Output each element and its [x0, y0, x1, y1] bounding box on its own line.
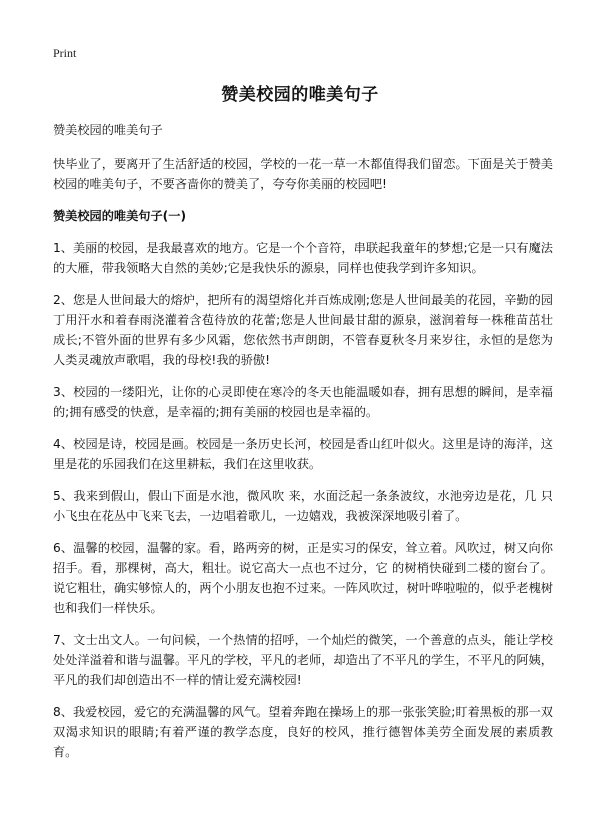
paragraph-1: 1、美丽的校园，是我最喜欢的地方。它是一个个音符，串联起我童年的梦想;它是一只有魔法的大雁，带我领略大自然的美妙;它是我快乐的源泉，同样也使我学到许多知识。 [53, 241, 553, 275]
page-title: 赞美校园的唯美句子 [221, 85, 379, 105]
paragraph-5: 5、我来到假山，假山下面是水池，微风吹 来，水面泛起一条条波纹，水池旁边是花，几 只小飞虫在花丛中飞来飞去，一边唱着歌儿，一边嬉戏，我被深深地吸引着了。 [53, 489, 553, 523]
paragraph-4: 4、校园是诗，校园是画。校园是一条历史长河，校园是香山红叶似火。这里是诗的海洋，这里是花的乐园我们在这里耕耘，我们在这里收获。 [53, 437, 553, 471]
document-body [53, 120, 553, 774]
document-subtitle: 赞美校园的唯美句子 [53, 123, 163, 137]
section-heading: 赞美校园的唯美句子(一) [53, 209, 187, 223]
paragraph-2: 2、您是人世间最大的熔炉，把所有的渴望熔化并百炼成刚;您是人世间最美的花园，辛勤的园丁用汗水和着春雨浇灌着含苞待放的花蕾;您是人世间最甘甜的源泉，滋润着每一株稚苗茁壮成长;不管外面的世界有多少风霜，您依然书声朗朗，不管春夏秋冬月来岁往，永恒的是您为人类灵魂放声歌唱，我的母校!我的骄傲! [53, 293, 553, 367]
intro-paragraph: 快毕业了，要离开了生活舒适的校园，学校的一花一草一木都值得我们留恋。下面是关于赞美校园的唯美句子，不要吝啬你的赞美了，夸夸你美丽的校园吧! [53, 157, 553, 191]
paragraph-8: 8、我爱校园，爱它的充满温馨的风气。望着奔跑在操场上的那一张张笑脸;盯着黑板的那一双双渴求知识的眼睛;有着严谨的教学态度，良好的校风，推行德智体美劳全面发展的素质教育。 [53, 705, 553, 759]
paragraph-3: 3、校园的一缕阳光，让你的心灵即使在寒冷的冬天也能温暖如春，拥有思想的瞬间，是幸福的;拥有感受的快意，是幸福的;拥有美丽的校园也是幸福的。 [53, 385, 553, 419]
paragraph-7: 7、文士出文人。一句问候，一个热情的招呼，一个灿烂的微笑，一个善意的点头，能让学校处处洋溢着和谐与温馨。平凡的学校，平凡的老师，却造出了不平凡的学生，不平凡的阿姨，平凡的我们却创造出不一样的情让爱充满校园! [53, 633, 553, 687]
print-label: Print [53, 46, 77, 60]
paragraph-6: 6、温馨的校园，温馨的家。看，路两旁的树，正是实习的保安，耸立着。风吹过，树又向你招手。看，那棵树，高大，粗壮。说它高大一点也不过分，它 的树梢快碰到二楼的窗台了。说它粗壮，确实够惊人的，两个小朋友也抱不过来。一阵风吹过，树叶哗啦啦的，似乎老槐树也和我们一样快乐。 [53, 541, 553, 615]
